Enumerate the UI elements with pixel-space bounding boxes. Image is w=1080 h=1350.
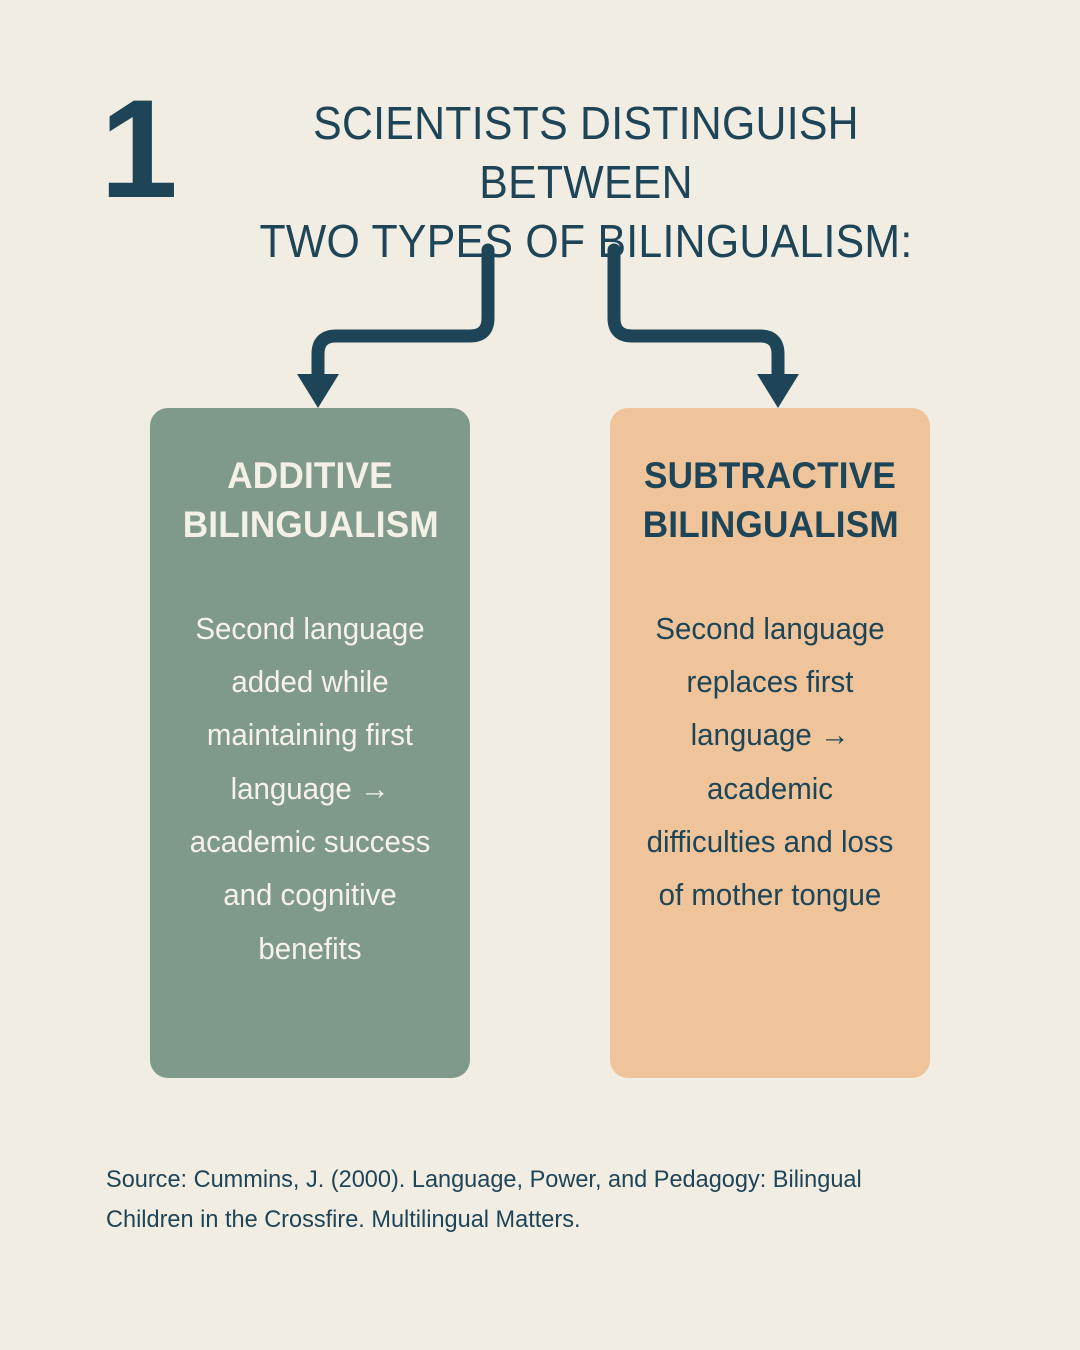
card-title: [183, 452, 438, 550]
card-title-line-2: BILINGUALISM: [182, 503, 439, 545]
card-title: [643, 452, 898, 550]
card-additive-bilingualism: [150, 408, 470, 1078]
card-subtractive-bilingualism: [610, 408, 930, 1078]
card-title-line-1: ADDITIVE: [227, 455, 393, 496]
arrowhead-right-icon: [757, 374, 799, 408]
branch-connectors: [0, 240, 1080, 420]
step-number: 1: [100, 70, 176, 227]
card-body: Second language added while maintaining first language → academic success and cognitive benefits: [189, 610, 431, 966]
headline-line-2: TWO TYPES OF BILINGUALISM:: [259, 214, 913, 267]
card-title-line-1: SUBTRACTIVE: [643, 455, 897, 496]
source-line-1: Source: Cummins, J. (2000). Language, Power, and Pedagogy: Bilingual: [106, 1166, 862, 1193]
connector-left-path: [318, 250, 488, 376]
connector-right-path: [614, 250, 778, 376]
headline-line-1: SCIENTISTS DISTINGUISH BETWEEN: [313, 97, 859, 208]
source-citation: [106, 1160, 874, 1239]
card-body: Second language replaces first language → academic difficulties and loss of mother tongue: [646, 610, 894, 913]
card-title-line-2: BILINGUALISM: [642, 503, 899, 545]
arrowhead-left-icon: [297, 374, 339, 408]
card-group: [0, 408, 1080, 1078]
source-line-2: Children in the Crossfire. Multilingual Matters.: [106, 1205, 581, 1233]
